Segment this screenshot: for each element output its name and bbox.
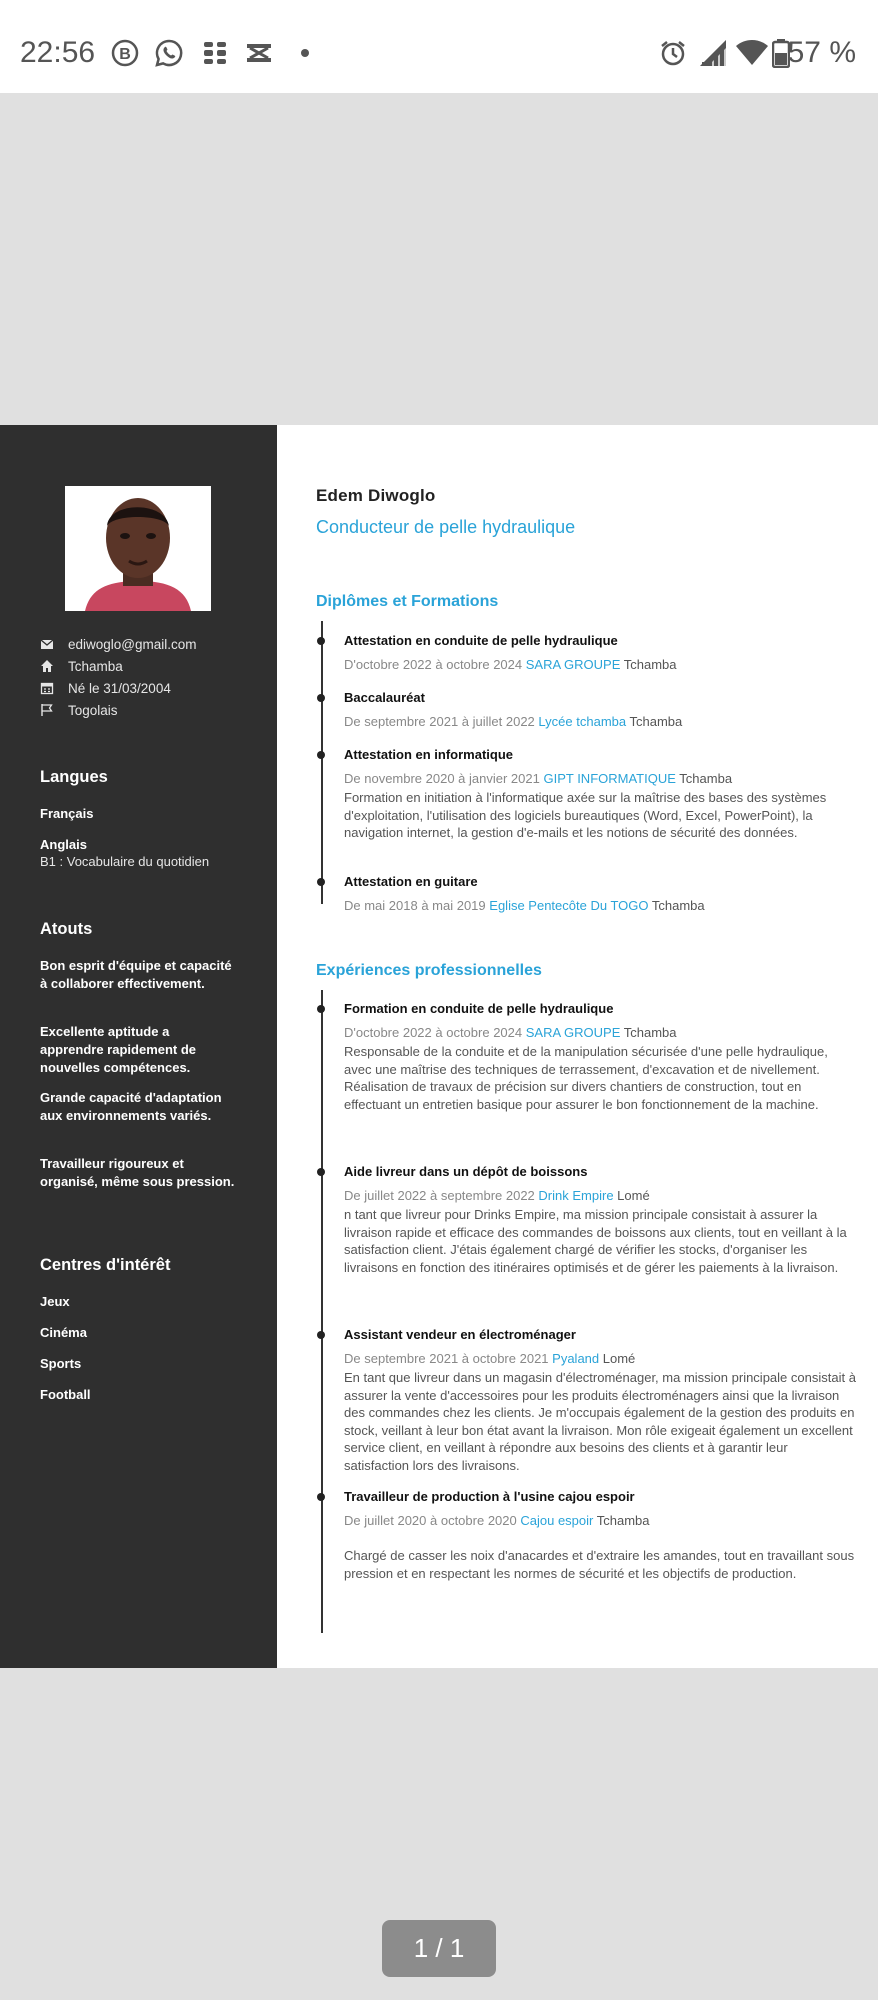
entry-dates: De juillet 2020 à octobre 2020: [344, 1513, 517, 1528]
entry-dates: De novembre 2020 à janvier 2021: [344, 771, 540, 786]
entry-location: Tchamba: [623, 1025, 677, 1040]
contact-birthdate-text: Né le 31/03/2004: [68, 680, 171, 696]
svg-text:B: B: [119, 46, 131, 63]
experience-entry: [344, 1001, 856, 1113]
strengths-heading: Atouts: [40, 920, 93, 938]
entry-meta: [344, 1025, 856, 1040]
entry-meta: [344, 1513, 856, 1528]
grid-app-icon: [200, 38, 230, 68]
clock: 22:56: [20, 36, 96, 69]
timeline-dot: [317, 751, 325, 759]
timeline-dot: [317, 1168, 325, 1176]
education-entry: [344, 747, 856, 842]
entry-title: Attestation en guitare: [344, 874, 478, 889]
timeline-dot: [317, 637, 325, 645]
entry-location: Lomé: [617, 1188, 650, 1203]
resume-page[interactable]: [0, 425, 878, 1668]
language-level: B1 : Vocabulaire du quotidien: [40, 854, 210, 869]
contact-list: [40, 633, 197, 721]
signal-icon: [698, 38, 728, 68]
timeline-dot: [317, 1493, 325, 1501]
status-bar: [0, 0, 878, 93]
entry-dates: D'octobre 2022 à octobre 2024: [344, 1025, 523, 1040]
entry-location: Tchamba: [679, 771, 733, 786]
b-circle-icon: [110, 38, 140, 68]
experience-entry: [344, 1164, 856, 1276]
timeline-dot: [317, 1005, 325, 1013]
education-timeline: [321, 621, 323, 904]
entry-description: Chargé de casser les noix d'anacardes et d'extraire les amandes, tout en travaillant sous pression et en respectant les normes de sécurité et les objectifs de production.: [344, 1548, 855, 1581]
education-entry: [344, 874, 856, 913]
contact-nationality: [40, 699, 197, 721]
strength-item: Excellente aptitude a apprendre rapidement de nouvelles compétences.: [40, 1024, 197, 1075]
experience-entry: [344, 1489, 856, 1582]
education-entry: [344, 690, 856, 729]
battery-percentage: 57 %: [787, 36, 856, 69]
entry-location: Lomé: [602, 1351, 636, 1366]
contact-email[interactable]: [40, 633, 197, 655]
entry-meta: [344, 657, 856, 672]
home-icon: [40, 659, 54, 673]
language-item: [40, 806, 93, 821]
entry-meta: [344, 898, 856, 913]
interest-item: Cinéma: [40, 1325, 87, 1340]
entry-organization: Cajou espoir: [520, 1513, 594, 1528]
language-name: Français: [40, 806, 94, 821]
entry-organization: Drink Empire: [538, 1188, 614, 1203]
entry-dates: De septembre 2021 à juillet 2022: [344, 714, 535, 729]
timeline-dot: [317, 1331, 325, 1339]
entry-location: Tchamba: [596, 1513, 650, 1528]
profile-photo: [65, 486, 211, 611]
entry-organization: GIPT INFORMATIQUE: [543, 771, 676, 786]
entry-title: Formation en conduite de pelle hydraulique: [344, 1001, 614, 1016]
contact-address-text: Tchamba: [68, 658, 123, 674]
entry-description: Responsable de la conduite et de la manipulation sécurisée d'une pelle hydraulique, avec une maîtrise des techniques de terrassement, d'excavation et de nivellement. Réalisation de travaux de précision sur divers chantiers de construction, tout en effectuant un entretien basique pour assurer le bon fonctionnement de la machine.: [344, 1044, 828, 1112]
wifi-icon: [735, 38, 769, 68]
entry-location: Tchamba: [629, 714, 683, 729]
interest-item: Football: [40, 1387, 91, 1402]
entry-organization: Eglise Pentecôte Du TOGO: [489, 898, 649, 913]
strength-item: Travailleur rigoureux et organisé, même sous pression.: [40, 1156, 235, 1189]
entry-title: Baccalauréat: [344, 690, 425, 705]
page-indicator[interactable]: 1 / 1: [382, 1920, 496, 1977]
entry-dates: De juillet 2022 à septembre 2022: [344, 1188, 535, 1203]
entry-dates: De mai 2018 à mai 2019: [344, 898, 486, 913]
entry-title: Attestation en informatique: [344, 747, 514, 762]
flag-icon: [40, 703, 54, 717]
education-heading: Diplômes et Formations: [316, 593, 499, 610]
entry-description: n tant que livreur pour Drinks Empire, ma mission principale consistait à assurer la livraison rapide et efficace des commandes de boissons aux clients, tout en veillant à la satisfaction client. J'étais également chargé de vérifier les stocks, d'organiser les livraisons en fonction des itinéraires optimisés et de gérer les paiements à la livraison.: [344, 1207, 847, 1275]
entry-description: En tant que livreur dans un magasin d'électroménager, ma mission principale consistait à assurer la vente d'accessoires pour les produits électroménagers ainsi que la livraison des commandes chez les clients. Je m'occupais également de la gestion des produits en stock, veillant à leur bon état avant la livraison. Mon rôle exigeait également un excellent service client, en veillant à répondre aux besoins des clients et à garantir leur satisfaction lors des livraisons.: [344, 1370, 856, 1473]
strength-item: Grande capacité d'adaptation aux environnements variés.: [40, 1090, 222, 1123]
person-name: Edem Diwoglo: [316, 486, 436, 505]
whatsapp-icon: [154, 38, 184, 68]
entry-location: Tchamba: [651, 898, 705, 913]
entry-organization: Pyaland: [552, 1351, 600, 1366]
entry-organization: Lycée tchamba: [538, 714, 627, 729]
entry-meta: [344, 1351, 856, 1366]
email-icon: [40, 637, 54, 651]
entry-title: Travailleur de production à l'usine cajou espoir: [344, 1489, 635, 1504]
contact-nationality-text: Togolais: [68, 702, 118, 718]
resume-sidebar: [0, 425, 277, 1668]
dot-icon: [290, 38, 320, 68]
entry-location: Tchamba: [623, 657, 677, 672]
contact-email-text: ediwoglo@gmail.com: [68, 636, 197, 652]
entry-organization: SARA GROUPE: [525, 1025, 621, 1040]
experience-timeline: [321, 990, 323, 1633]
entry-title: Aide livreur dans un dépôt de boissons: [344, 1164, 588, 1179]
job-title: Conducteur de pelle hydraulique: [316, 517, 576, 537]
contact-address: [40, 655, 197, 677]
interest-item: Sports: [40, 1356, 82, 1371]
timeline-dot: [317, 694, 325, 702]
interest-item: Jeux: [40, 1294, 70, 1309]
timeline-dot: [317, 878, 325, 886]
strength-item: Bon esprit d'équipe et capacité à collaborer effectivement.: [40, 958, 232, 991]
entry-meta: [344, 771, 856, 786]
entry-dates: D'octobre 2022 à octobre 2024: [344, 657, 523, 672]
languages-heading: Langues: [40, 768, 108, 786]
capcut-icon: [244, 38, 274, 68]
entry-description: Formation en initiation à l'informatique axée sur la maîtrise des bases des systèmes d'exploitation, l'utilisation des logiciels bureautiques (Word, Excel, PowerPoint), la navigation internet, la gestion d'e-mails et les notions de sécurité des données.: [344, 790, 827, 841]
entry-title: Attestation en conduite de pelle hydraulique: [344, 633, 618, 648]
entry-title: Assistant vendeur en électroménager: [344, 1327, 576, 1342]
language-item: [40, 837, 209, 869]
entry-organization: SARA GROUPE: [525, 657, 621, 672]
education-entry: [344, 633, 856, 672]
entry-meta: [344, 1188, 856, 1203]
entry-meta: [344, 714, 856, 729]
alarm-icon: [658, 38, 688, 68]
experience-entry: [344, 1327, 856, 1475]
contact-birthdate: [40, 677, 197, 699]
calendar-icon: [40, 681, 54, 695]
experience-heading: Expériences professionnelles: [316, 962, 542, 979]
interests-heading: Centres d'intérêt: [40, 1256, 171, 1274]
language-name: Anglais: [40, 837, 87, 852]
entry-dates: De septembre 2021 à octobre 2021: [344, 1351, 549, 1366]
